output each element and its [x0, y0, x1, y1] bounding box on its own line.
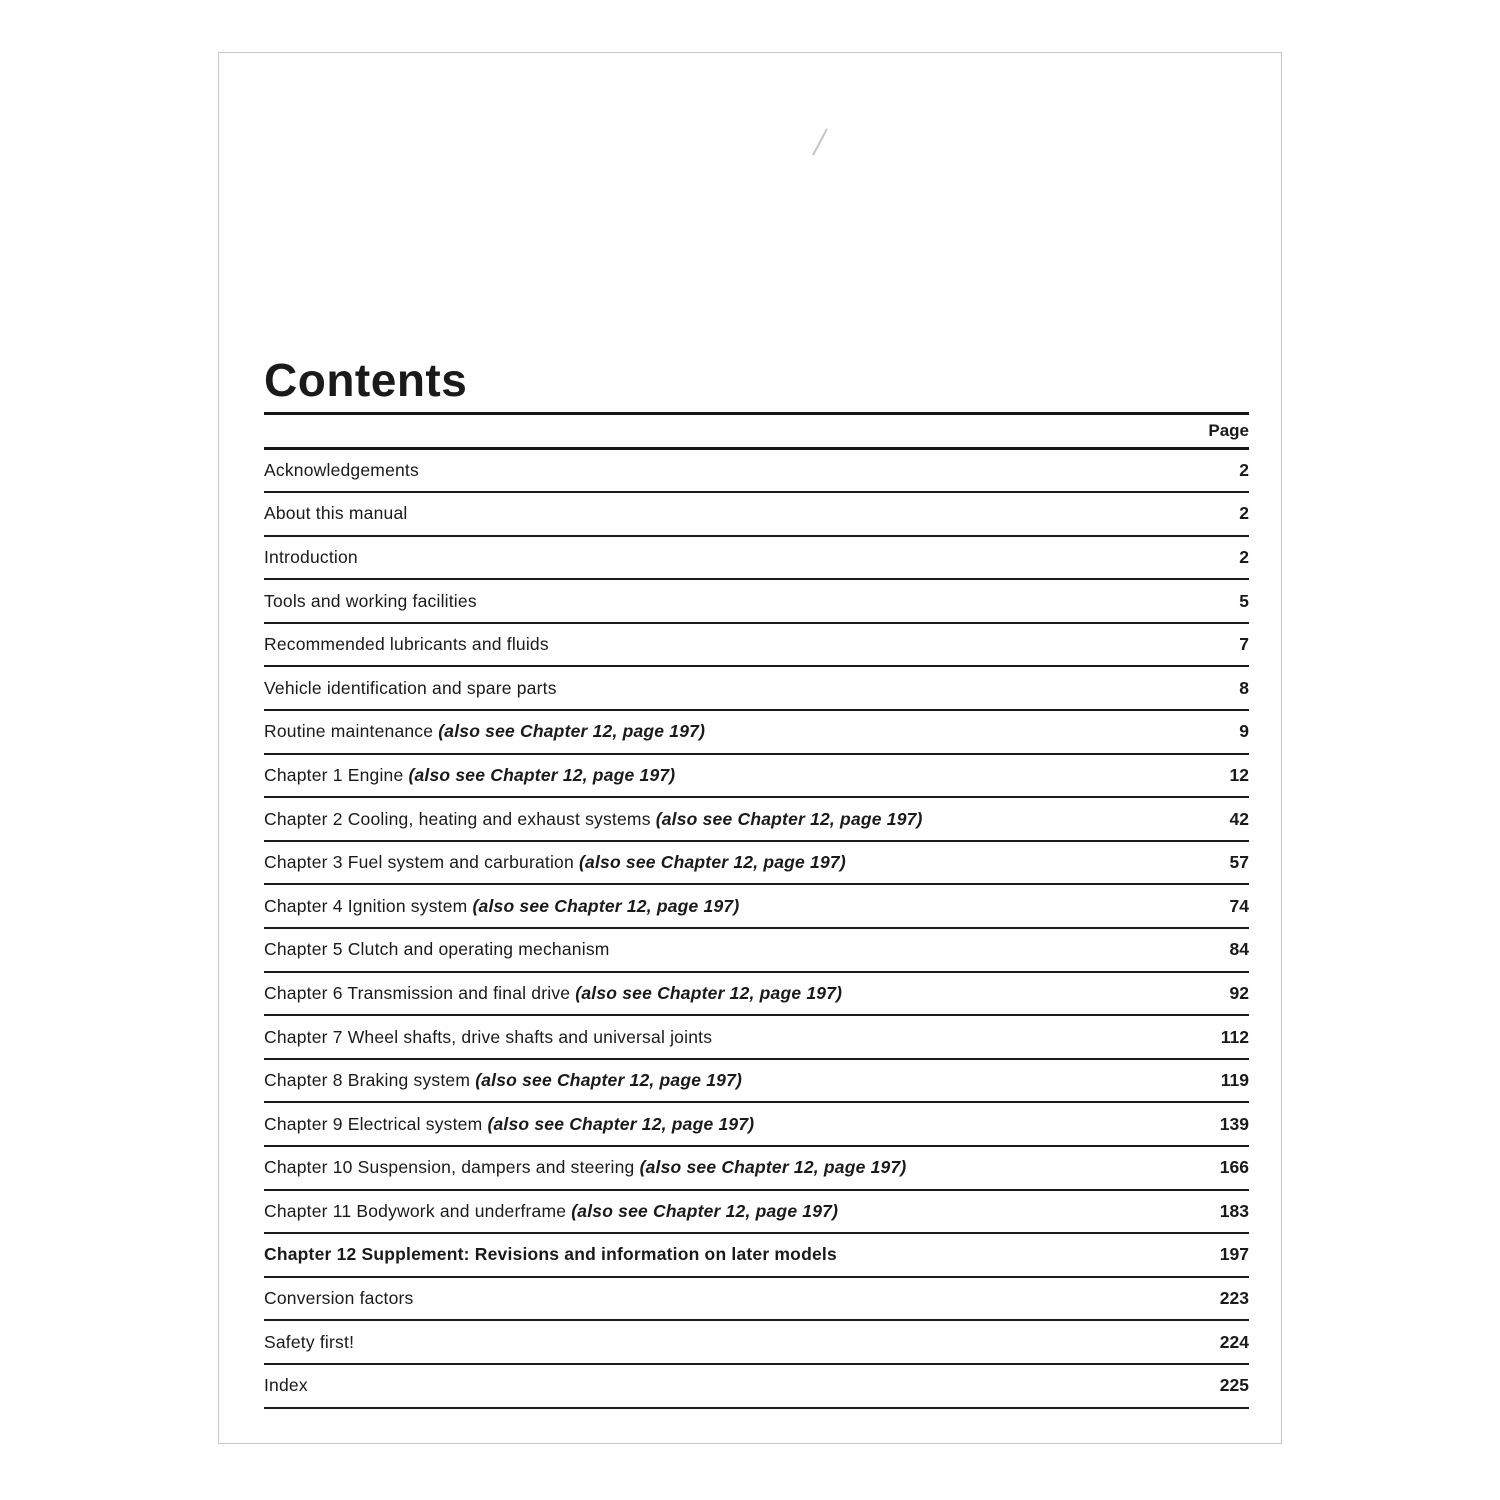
toc-entry-note: (also see Chapter 12, page 197): [575, 982, 843, 1003]
toc-entry-row: [264, 580, 1249, 624]
toc-entry-row: [264, 1191, 1249, 1235]
page-content: [264, 53, 1249, 1409]
toc-entry-title: Chapter 5 Clutch and operating mechanism: [264, 939, 610, 960]
toc-entry-label: [264, 721, 705, 742]
toc-entry-label: [264, 460, 419, 481]
toc-entry-label: [264, 896, 739, 917]
toc-entry-title: Chapter 2 Cooling, heating and exhaust systems: [264, 808, 656, 829]
toc-entry-label: [264, 852, 846, 873]
toc-entry-page-number: 166: [1219, 1157, 1249, 1178]
toc-entry-page-number: 9: [1239, 721, 1249, 742]
toc-entry-page-number: 74: [1229, 895, 1249, 916]
toc-entry-title: Chapter 9 Electrical system: [264, 1113, 488, 1134]
toc-entry-row: [264, 973, 1249, 1017]
toc-entry-row: [264, 929, 1249, 973]
toc-entry-label: [264, 547, 358, 568]
toc-entry-page-number: 139: [1219, 1113, 1249, 1134]
toc-entry-row: [264, 798, 1249, 842]
toc-entry-title: Chapter 1 Engine: [264, 764, 409, 785]
toc-entry-page-number: 223: [1219, 1288, 1249, 1309]
toc-entry-label: [264, 634, 549, 655]
toc-entry-row: [264, 537, 1249, 581]
toc-entry-title: Index: [264, 1375, 308, 1396]
toc-entry-page-number: 84: [1229, 939, 1249, 960]
toc-entry-title: Routine maintenance: [264, 721, 439, 742]
page-column-header-row: [264, 415, 1249, 450]
toc-entry-note: (also see Chapter 12, page 197): [639, 1157, 907, 1178]
toc-entry-label: [264, 809, 923, 830]
toc-entry-label: [264, 1070, 742, 1091]
toc-entry-row: [264, 842, 1249, 886]
toc-entry-label: [264, 678, 557, 699]
toc-list: [264, 450, 1249, 1409]
page-title: Contents: [264, 354, 468, 406]
toc-entry-row: [264, 1103, 1249, 1147]
toc-entry-note: (also see Chapter 12, page 197): [578, 852, 846, 873]
toc-entry-page-number: 8: [1239, 677, 1249, 698]
toc-entry-title: Chapter 8 Braking system: [264, 1070, 476, 1091]
toc-entry-title: Tools and working facilities: [264, 590, 477, 611]
toc-entry-row: [264, 1278, 1249, 1322]
toc-entry-label: [264, 983, 842, 1004]
toc-entry-page-number: 42: [1229, 808, 1249, 829]
toc-entry-page-number: 12: [1229, 764, 1249, 785]
toc-entry-row: [264, 1365, 1249, 1409]
toc-entry-page-number: 5: [1239, 590, 1249, 611]
toc-entry-label: [264, 1201, 838, 1222]
toc-entry-title: Chapter 6 Transmission and final drive: [264, 982, 576, 1003]
toc-entry-title: Chapter 3 Fuel system and carburation: [264, 852, 579, 873]
toc-entry-row: [264, 1016, 1249, 1060]
toc-entry-row: [264, 1321, 1249, 1365]
toc-entry-title: Vehicle identification and spare parts: [264, 677, 557, 698]
toc-entry-title: Chapter 4 Ignition system: [264, 895, 473, 916]
toc-entry-row: [264, 885, 1249, 929]
toc-entry-page-number: 112: [1220, 1026, 1249, 1047]
toc-entry-note: (also see Chapter 12, page 197): [438, 721, 706, 742]
toc-entry-note: (also see Chapter 12, page 197): [487, 1113, 755, 1134]
toc-entry-row: [264, 1234, 1249, 1278]
toc-entry-page-number: 225: [1219, 1375, 1249, 1396]
toc-entry-label: [264, 1332, 354, 1353]
toc-entry-label: [264, 1288, 414, 1309]
toc-entry-page-number: 7: [1239, 634, 1249, 655]
toc-entry-page-number: 2: [1239, 546, 1249, 567]
toc-entry-note: (also see Chapter 12, page 197): [475, 1070, 743, 1091]
toc-entry-row: [264, 1060, 1249, 1104]
toc-entry-label: [264, 1375, 308, 1396]
toc-entry-row: [264, 1147, 1249, 1191]
toc-entry-label: [264, 765, 675, 786]
toc-entry-title: Chapter 11 Bodywork and underframe: [264, 1200, 572, 1221]
toc-entry-label: [264, 591, 477, 612]
toc-entry-page-number: 197: [1219, 1244, 1249, 1265]
toc-entry-title: Conversion factors: [264, 1288, 414, 1309]
toc-entry-title: Chapter 7 Wheel shafts, drive shafts and universal joints: [264, 1026, 713, 1047]
toc-entry-title: Acknowledgements: [264, 459, 419, 480]
page-column-header: Page: [1208, 420, 1249, 440]
toc-entry-title: Safety first!: [264, 1331, 355, 1352]
toc-entry-page-number: 183: [1219, 1200, 1249, 1221]
toc-entry-page-number: 119: [1220, 1070, 1249, 1091]
toc-entry-page-number: 57: [1229, 852, 1249, 873]
toc-entry-row: [264, 493, 1249, 537]
toc-entry-row: [264, 667, 1249, 711]
toc-entry-page-number: 2: [1239, 459, 1249, 480]
toc-entry-row: [264, 624, 1249, 668]
toc-entry-page-number: 2: [1239, 503, 1249, 524]
toc-entry-label: [264, 939, 610, 960]
toc-entry-row: [264, 711, 1249, 755]
toc-entry-title: Introduction: [264, 546, 358, 567]
toc-entry-title: Chapter 10 Suspension, dampers and steering: [264, 1157, 640, 1178]
toc-entry-label: [264, 1157, 906, 1178]
toc-entry-note: (also see Chapter 12, page 197): [655, 808, 923, 829]
toc-entry-row: [264, 450, 1249, 494]
book-page: [218, 52, 1282, 1444]
toc-entry-title: Chapter 12 Supplement: Revisions and information on later models: [264, 1244, 837, 1265]
toc-entry-label: [264, 1027, 712, 1048]
toc-entry-page-number: 92: [1229, 982, 1249, 1003]
toc-entry-page-number: 224: [1219, 1331, 1249, 1352]
toc-entry-label: [264, 503, 408, 524]
toc-entry-row: [264, 755, 1249, 799]
toc-entry-note: (also see Chapter 12, page 197): [408, 764, 676, 785]
toc-entry-note: (also see Chapter 12, page 197): [472, 895, 740, 916]
toc-entry-note: (also see Chapter 12, page 197): [571, 1200, 839, 1221]
toc-entry-title: About this manual: [264, 503, 408, 524]
toc-entry-label: [264, 1244, 837, 1265]
toc-entry-title: Recommended lubricants and fluids: [264, 634, 549, 655]
toc-entry-label: [264, 1114, 754, 1135]
